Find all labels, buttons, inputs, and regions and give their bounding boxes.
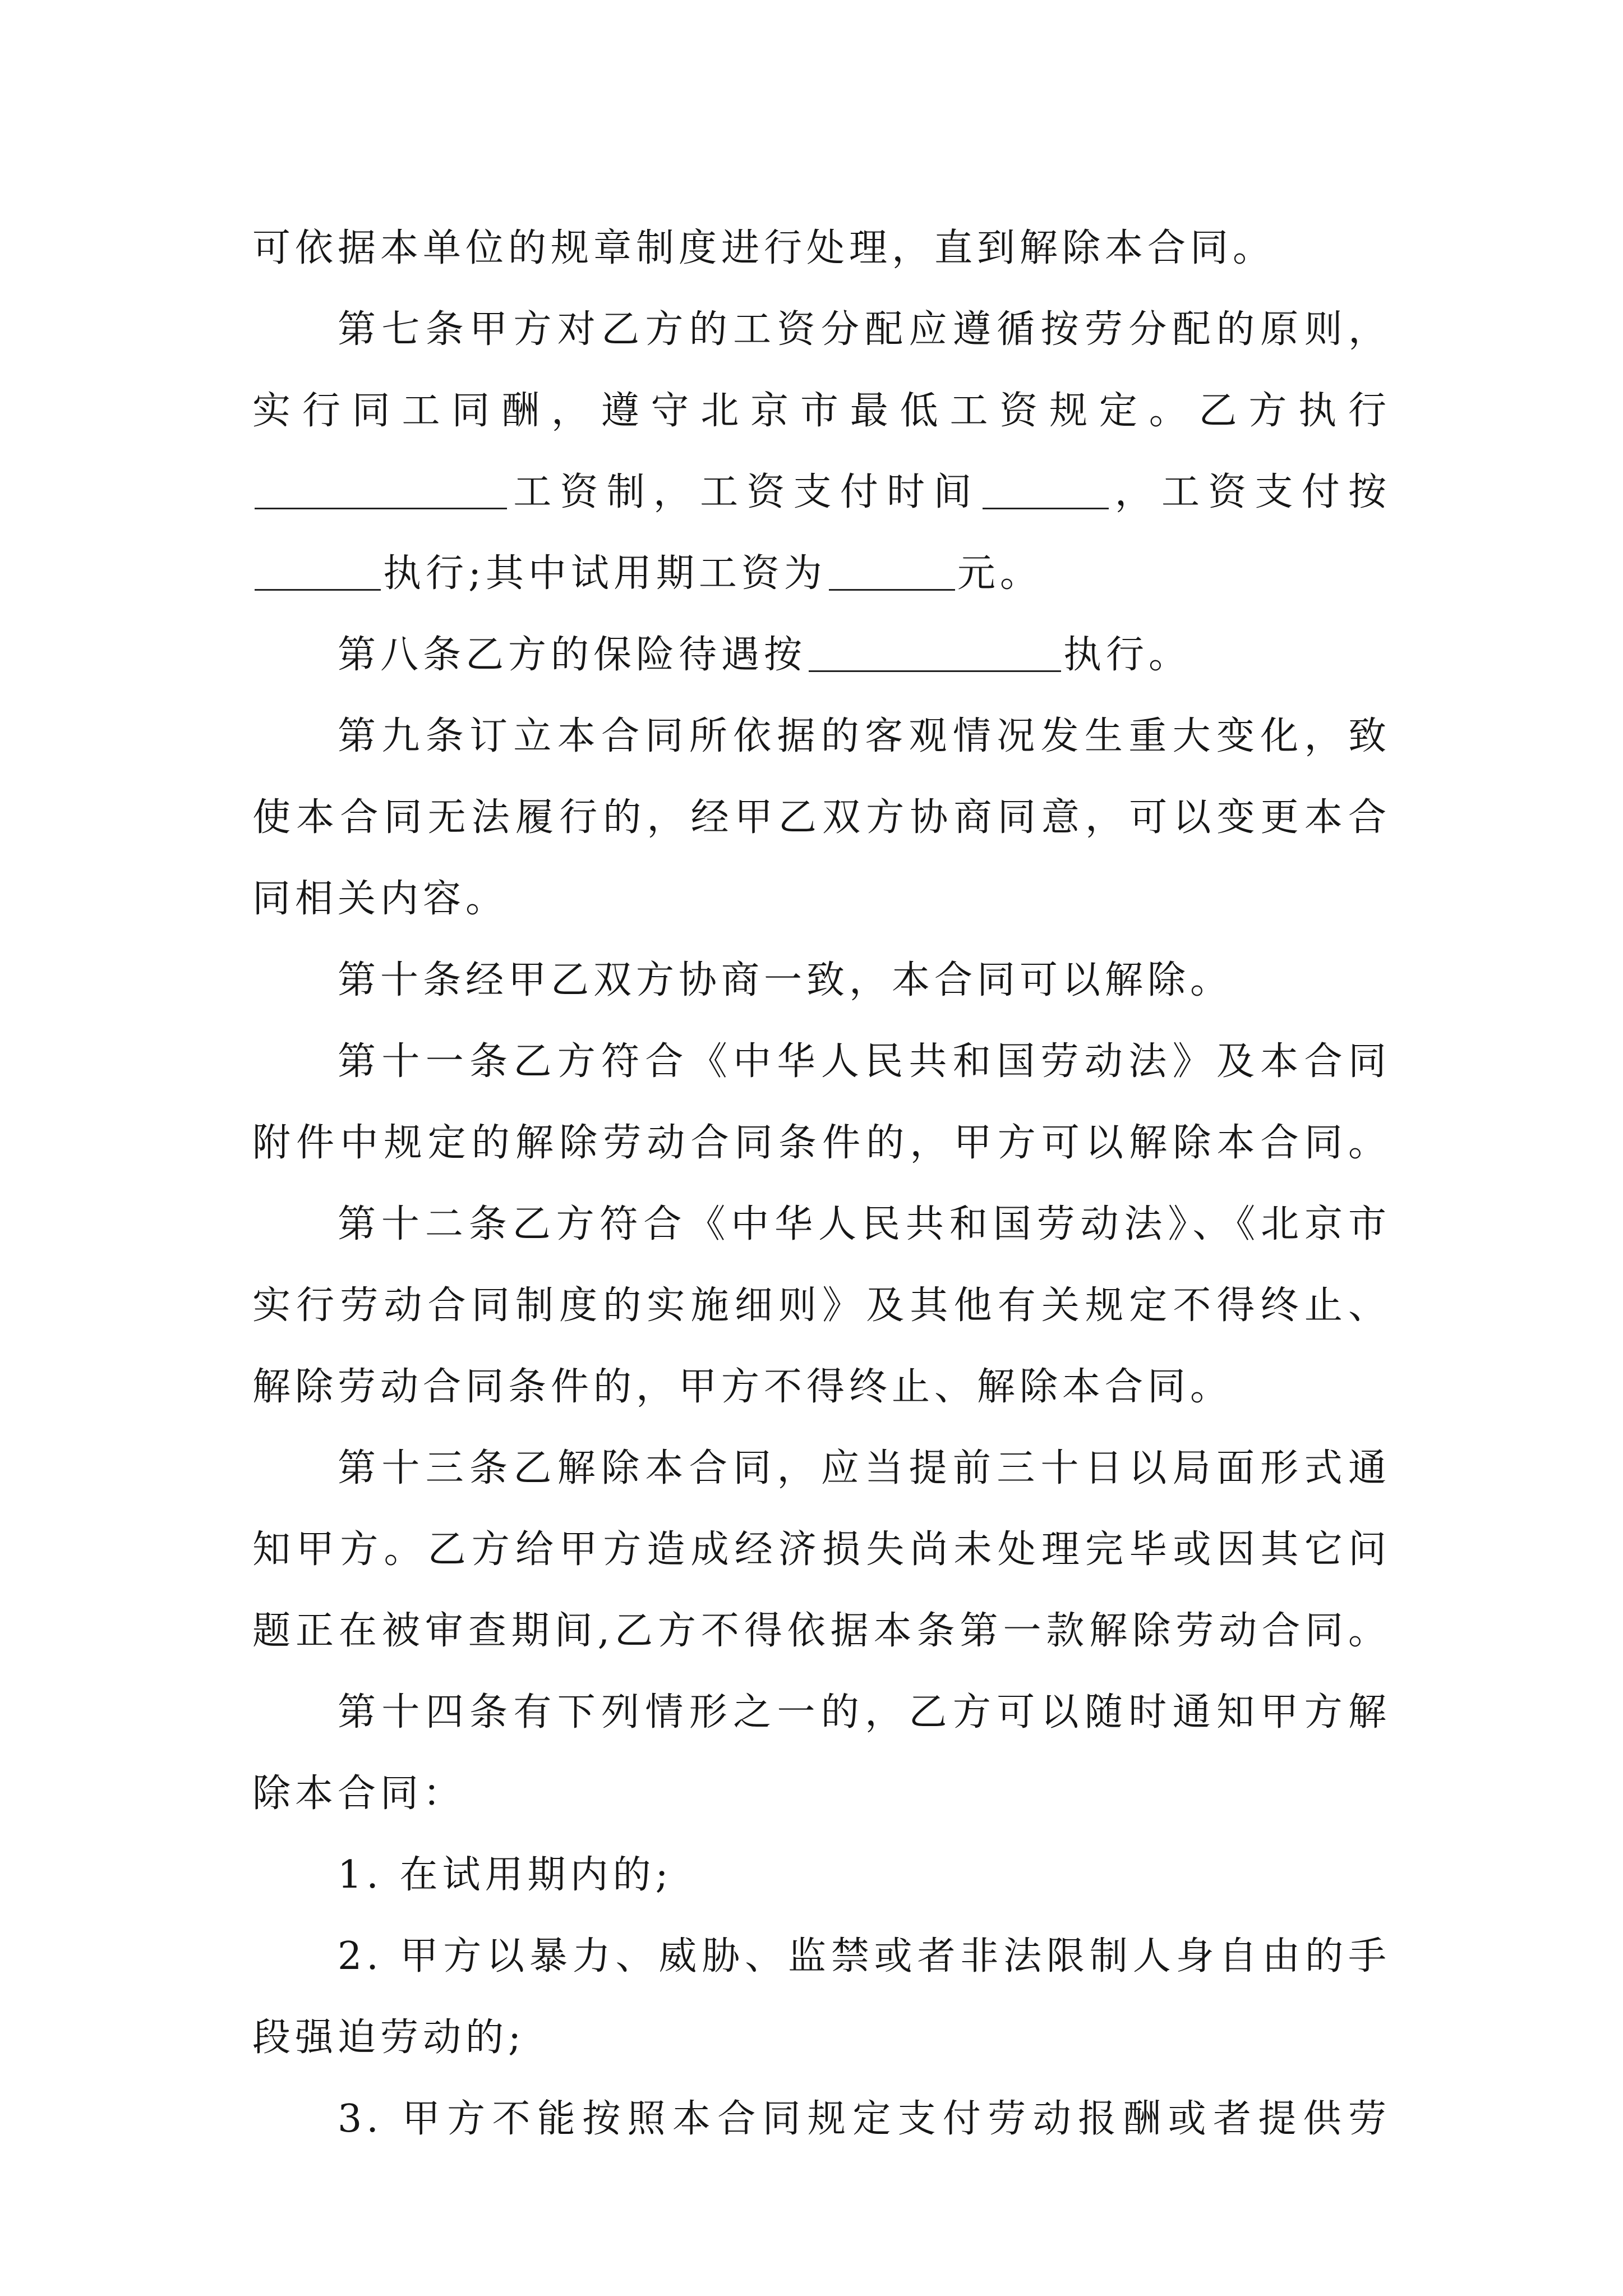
text-line: 附件中规定的解除劳动合同条件的，甲方可以解除本合同。 xyxy=(252,1121,1391,1165)
text-line: 实行同工同酬，遵守北京市最低工资规定。乙方执行 xyxy=(252,389,1391,433)
article-10-line: 第十条经甲乙双方协商一致，本合同可以解除。 xyxy=(338,958,1233,1002)
article-9-line: 第九条订立本合同所依据的客观情况发生重大变化，致 xyxy=(338,714,1391,758)
text-line: 实行劳动合同制度的实施细则》及其他有关规定不得终止、 xyxy=(252,1283,1391,1328)
text-segment: 工资制，工资支付时间 xyxy=(509,470,980,514)
list-item-1: 1. 在试用期内的; xyxy=(338,1853,673,1897)
text-segment: 执行;其中试用期工资为 xyxy=(383,551,827,596)
text-segment: 执行。 xyxy=(1063,633,1192,677)
contract-text xyxy=(252,208,1391,2160)
article-13-line: 第十三条乙解除本合同，应当提前三十日以局面形式通 xyxy=(338,1446,1391,1490)
article-12-line: 第十二条乙方符合《中华人民共和国劳动法》、《北京市 xyxy=(338,1202,1391,1246)
article-7-line: 第七条甲方对乙方的工资分配应遵循按劳分配的原则， xyxy=(338,307,1391,352)
text-line: 解除劳动合同条件的，甲方不得终止、解除本合同。 xyxy=(252,1365,1233,1409)
text-line: 同相关内容。 xyxy=(252,877,509,921)
text-line: 题正在被审查期间,乙方不得依据本条第一款解除劳动合同。 xyxy=(252,1609,1391,1653)
text-segment: 元。 xyxy=(957,551,1043,596)
article-8-line xyxy=(252,614,1391,696)
list-item-3: 3. 甲方不能按照本合同规定支付劳动报酬或者提供劳 xyxy=(338,2097,1391,2141)
text-line xyxy=(252,533,1391,614)
pay-method-blank[interactable] xyxy=(255,588,381,591)
list-item-2: 2. 甲方以暴力、威胁、监禁或者非法限制人身自由的手 xyxy=(338,1934,1391,1978)
probation-wage-blank[interactable] xyxy=(829,588,955,591)
text-line: 除本合同： xyxy=(252,1772,466,1816)
insurance-blank[interactable] xyxy=(809,670,1061,672)
text-segment: ，工资支付按 xyxy=(1110,470,1391,514)
text-line: 可依据本单位的规章制度进行处理，直到解除本合同。 xyxy=(252,226,1276,270)
text-segment: 第八条乙方的保险待遇按 xyxy=(338,633,807,677)
text-line: 使本合同无法履行的，经甲乙双方协商同意，可以变更本合 xyxy=(252,795,1391,840)
text-line: 段强迫劳动的; xyxy=(252,2016,525,2060)
wage-system-blank[interactable] xyxy=(255,507,507,509)
pay-time-blank[interactable] xyxy=(983,507,1109,509)
article-11-line: 第十一条乙方符合《中华人民共和国劳动法》及本合同 xyxy=(338,1039,1391,1084)
text-line: 知甲方。乙方给甲方造成经济损失尚未处理完毕或因其它问 xyxy=(252,1527,1391,1572)
article-14-line: 第十四条有下列情形之一的，乙方可以随时通知甲方解 xyxy=(338,1690,1391,1734)
text-line xyxy=(252,452,1391,533)
